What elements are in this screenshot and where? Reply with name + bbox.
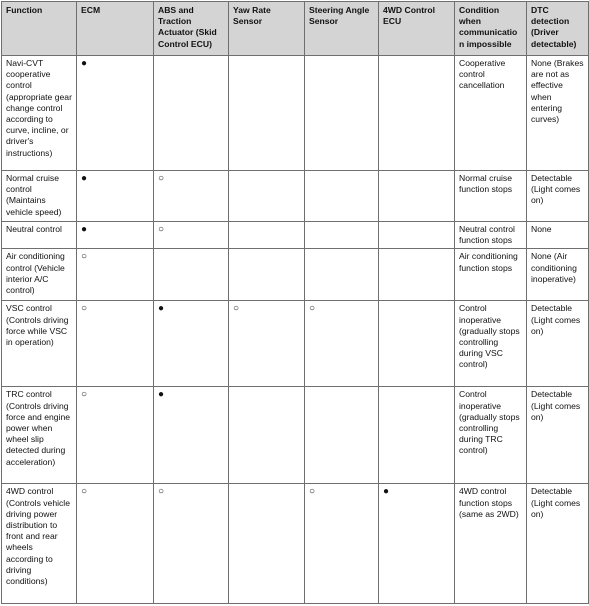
cell-function: VSC control (Controls driving force while VSC in operation): [2, 301, 77, 387]
header-abs-actuator: ABS and Traction Actuator (Skid Control ECU): [154, 2, 229, 56]
cell-dtc: Detectable (Light comes on): [527, 301, 589, 387]
cell-ecm: [77, 171, 154, 222]
cell-yaw: [229, 484, 305, 604]
cell-yaw: [229, 56, 305, 171]
cell-condition: Normal cruise function stops: [455, 171, 527, 222]
cell-steer: [305, 222, 379, 249]
cell-yaw: [229, 222, 305, 249]
cell-yaw: [229, 301, 305, 387]
cell-yaw: [229, 249, 305, 301]
cell-4wd: [379, 387, 455, 484]
cell-condition: Control inoperative (gradually stops controlling during TRC control): [455, 387, 527, 484]
table-row: [2, 222, 589, 249]
cell-steer: [305, 56, 379, 171]
header-condition: Condition when communicatio n impossible: [455, 2, 527, 56]
cell-4wd: [379, 484, 455, 604]
cell-steer: [305, 171, 379, 222]
cell-condition: Neutral control function stops: [455, 222, 527, 249]
cell-4wd: [379, 56, 455, 171]
header-ecm: ECM: [77, 2, 154, 56]
cell-4wd: [379, 222, 455, 249]
ecm-mark: ●: [81, 224, 88, 235]
cell-condition: Air conditioning function stops: [455, 249, 527, 301]
cell-function: TRC control (Controls driving force and engine power when wheel slip detected during acceleration): [2, 387, 77, 484]
cell-ecm: [77, 56, 154, 171]
cell-steer: [305, 484, 379, 604]
ecm-mark: ●: [81, 173, 88, 184]
cell-4wd: [379, 301, 455, 387]
header-row: [2, 2, 589, 56]
table-row: [2, 301, 589, 387]
cell-abs: [154, 171, 229, 222]
cell-abs: [154, 484, 229, 604]
cell-dtc: Detectable (Light comes on): [527, 484, 589, 604]
header-steering-angle-sensor: Steering Angle Sensor: [305, 2, 379, 56]
cell-4wd: [379, 171, 455, 222]
cell-abs: [154, 222, 229, 249]
abs-mark: ●: [158, 389, 165, 401]
table-row: [2, 171, 589, 222]
function-table: [1, 1, 589, 604]
table-row: [2, 249, 589, 301]
table-row: [2, 56, 589, 171]
yaw-mark: ○: [233, 303, 240, 315]
cell-4wd: [379, 249, 455, 301]
header-yaw-rate-sensor: Yaw Rate Sensor: [229, 2, 305, 56]
cell-dtc: None (Brakes are not as effective when entering curves): [527, 56, 589, 171]
ecm-mark: ○: [81, 486, 88, 498]
cell-dtc: None: [527, 222, 589, 249]
ecm-mark: ○: [81, 303, 88, 315]
cell-condition: Cooperative control cancellation: [455, 56, 527, 171]
steer-mark: ○: [309, 303, 316, 315]
ecm-mark: ○: [81, 251, 88, 263]
cell-steer: [305, 387, 379, 484]
cell-abs: [154, 301, 229, 387]
cell-condition: 4WD control function stops (same as 2WD): [455, 484, 527, 604]
cell-yaw: [229, 171, 305, 222]
cell-dtc: None (Air conditioning inoperative): [527, 249, 589, 301]
cell-function: Air conditioning control (Vehicle interior A/C control): [2, 249, 77, 301]
header-4wd-control-ecu: 4WD Control ECU: [379, 2, 455, 56]
cell-dtc: Detectable (Light comes on): [527, 171, 589, 222]
table-row: [2, 484, 589, 604]
cell-abs: [154, 56, 229, 171]
table-row: [2, 387, 589, 484]
cell-function: Navi-CVT cooperative control (appropriate gear change control according to curve, incline, or driver's instructions): [2, 56, 77, 171]
cell-ecm: [77, 387, 154, 484]
cell-yaw: [229, 387, 305, 484]
header-function: Function: [2, 2, 77, 56]
abs-mark: ○: [158, 173, 165, 184]
cell-steer: [305, 249, 379, 301]
cell-ecm: [77, 301, 154, 387]
cell-dtc: Detectable (Light comes on): [527, 387, 589, 484]
cell-ecm: [77, 484, 154, 604]
cell-function: Neutral control: [2, 222, 77, 249]
abs-mark: ○: [158, 224, 165, 235]
cell-ecm: [77, 222, 154, 249]
header-dtc-detection: DTC detection (Driver detectable): [527, 2, 589, 56]
ecm-mark: ○: [81, 389, 88, 401]
4wd-mark: ●: [383, 486, 390, 498]
cell-ecm: [77, 249, 154, 301]
steer-mark: ○: [309, 486, 316, 498]
cell-condition: Control inoperative (gradually stops controlling during VSC control): [455, 301, 527, 387]
cell-abs: [154, 249, 229, 301]
cell-abs: [154, 387, 229, 484]
cell-steer: [305, 301, 379, 387]
ecm-mark: ●: [81, 58, 88, 69]
cell-function: Normal cruise control (Maintains vehicle speed): [2, 171, 77, 222]
abs-mark: ●: [158, 303, 165, 315]
cell-function: 4WD control (Controls vehicle driving power distribution to front and rear wheels according to driving conditions): [2, 484, 77, 604]
abs-mark: ○: [158, 486, 165, 498]
